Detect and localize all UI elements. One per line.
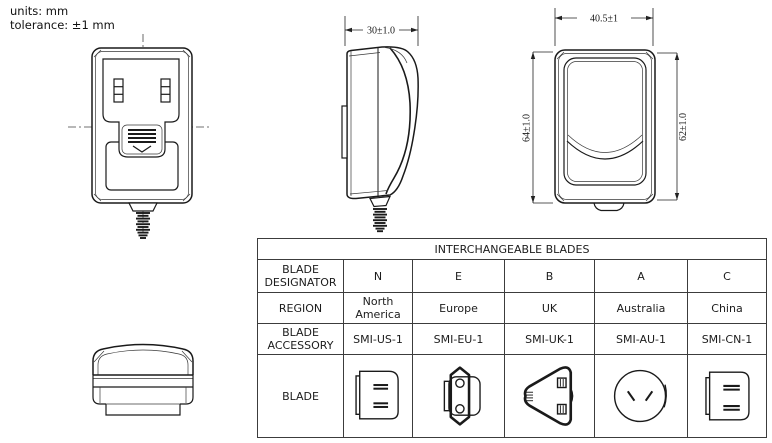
rear-body-outline xyxy=(555,50,655,203)
region-europe: Europe xyxy=(413,293,505,324)
accessory-uk: SMI-UK-1 xyxy=(505,324,595,355)
designator-c: C xyxy=(688,260,767,293)
designator-b: B xyxy=(505,260,595,293)
rear-width-dim-label: 40.5±1 xyxy=(590,13,618,25)
us-blade-icon xyxy=(346,361,410,431)
width-dimension xyxy=(345,16,418,46)
row-label-designator: BLADE DESIGNATOR xyxy=(258,260,344,293)
bottom-view-drawing xyxy=(80,335,225,430)
base-tab xyxy=(106,404,180,415)
uk-pins xyxy=(557,378,565,414)
region-north-america: North America xyxy=(344,293,413,324)
designator-a: A xyxy=(595,260,688,293)
rear-height-inner-dim-label: 62±1.0 xyxy=(678,113,689,141)
eu-blade-icon xyxy=(427,361,491,431)
height-dimension-left xyxy=(522,52,554,203)
uk-blade-icon xyxy=(517,361,583,431)
dome-outline xyxy=(93,345,193,376)
table-title: INTERCHANGEABLE BLADES xyxy=(258,239,767,260)
region-china: China xyxy=(688,293,767,324)
right-side xyxy=(180,375,193,404)
cn-blade-icon xyxy=(695,361,759,431)
accessory-row xyxy=(258,324,767,355)
side-view-drawing xyxy=(330,8,440,238)
au-blade-icon xyxy=(608,361,674,431)
front-view-drawing xyxy=(60,30,220,245)
strain-relief xyxy=(129,203,157,211)
rear-height-outer-dim-label: 64±1.0 xyxy=(521,114,533,142)
strain-relief xyxy=(370,197,390,207)
rear-view-drawing xyxy=(520,0,695,218)
blade-module-step xyxy=(342,106,347,158)
cable xyxy=(373,209,387,231)
corner-facets xyxy=(94,351,192,362)
region-australia: Australia xyxy=(595,293,688,324)
region-row xyxy=(258,293,767,324)
accessory-cn: SMI-CN-1 xyxy=(688,324,767,355)
blade-row xyxy=(258,355,767,438)
accessory-au: SMI-AU-1 xyxy=(595,324,688,355)
region-uk: UK xyxy=(505,293,595,324)
row-label-accessory: BLADE ACCESSORY xyxy=(258,324,344,355)
width-dimension xyxy=(555,8,653,46)
tolerance-note: tolerance: ±1 mm xyxy=(10,18,115,32)
accessory-eu: SMI-EU-1 xyxy=(413,324,505,355)
dome-inner-line xyxy=(98,350,188,375)
drawing-notes xyxy=(10,4,115,32)
cable xyxy=(136,213,150,238)
designator-row xyxy=(258,260,767,293)
cable-bushing xyxy=(594,203,624,211)
designator-n: N xyxy=(344,260,413,293)
blades-table xyxy=(257,238,767,438)
side-body-outline xyxy=(347,47,418,199)
left-side xyxy=(93,375,106,404)
row-label-blade: BLADE xyxy=(258,355,344,438)
side-width-dim-label: 30±1.0 xyxy=(367,25,395,37)
row-label-region: REGION xyxy=(258,293,344,324)
units-note: units: mm xyxy=(10,4,69,18)
height-dimension-right xyxy=(657,53,689,200)
designator-e: E xyxy=(413,260,505,293)
accessory-us: SMI-US-1 xyxy=(344,324,413,355)
